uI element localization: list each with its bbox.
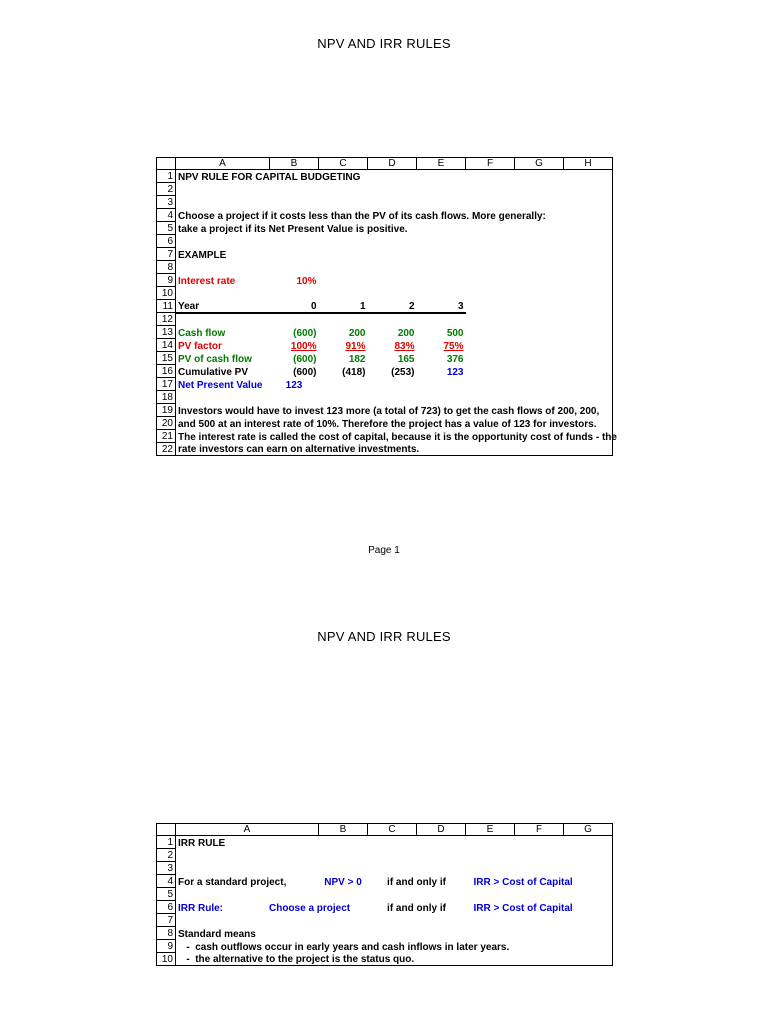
irr-condition: IRR > Cost of Capital bbox=[466, 901, 613, 914]
heading-irr-rule: IRR RULE bbox=[176, 836, 613, 849]
column-header[interactable]: F bbox=[466, 158, 515, 170]
row-number[interactable]: 2 bbox=[157, 183, 176, 196]
row-number[interactable]: 11 bbox=[157, 300, 176, 313]
cash-flow-cell[interactable]: (600) bbox=[293, 327, 317, 339]
row-number[interactable]: 2 bbox=[157, 849, 176, 862]
pv-cash-flow-cell[interactable]: 165 bbox=[397, 353, 415, 365]
explanation-text: and 500 at an interest rate of 10%. Therefore the project has a value of 123 for investors. bbox=[176, 417, 613, 430]
row-number[interactable]: 1 bbox=[157, 170, 176, 183]
cash-flow-cell[interactable]: 500 bbox=[446, 327, 464, 339]
column-header[interactable]: B bbox=[270, 158, 319, 170]
pv-cash-flow-cell[interactable]: 376 bbox=[446, 353, 464, 365]
cumulative-pv-cell[interactable]: 123 bbox=[446, 366, 464, 378]
column-header-row bbox=[157, 158, 613, 170]
interest-rate-label: Interest rate bbox=[178, 275, 236, 287]
table-row bbox=[157, 326, 613, 339]
bullet-text: - the alternative to the project is the status quo. bbox=[176, 953, 613, 966]
standard-means-text: Standard means bbox=[176, 927, 613, 940]
cumulative-pv-cell[interactable]: (418) bbox=[342, 366, 366, 378]
column-header[interactable]: E bbox=[466, 824, 515, 836]
row-number[interactable]: 19 bbox=[157, 404, 176, 417]
pv-cash-flow-cell[interactable]: (600) bbox=[293, 353, 317, 365]
year-cell: 3 bbox=[417, 300, 466, 313]
column-header[interactable]: B bbox=[319, 824, 368, 836]
row-number[interactable]: 16 bbox=[157, 365, 176, 378]
row-number[interactable]: 4 bbox=[157, 875, 176, 888]
column-header[interactable]: G bbox=[564, 824, 613, 836]
column-header[interactable]: F bbox=[515, 824, 564, 836]
npv-condition: NPV > 0 bbox=[324, 876, 362, 888]
interest-rate-value[interactable]: 10% bbox=[296, 275, 317, 287]
rule-text: Choose a project if it costs less than the PV of its cash flows. More generally: bbox=[176, 209, 613, 222]
irr-rule-label: IRR Rule: Choose a project bbox=[178, 902, 351, 914]
if-and-only-if-text: if and only if bbox=[387, 902, 446, 914]
row-number[interactable]: 15 bbox=[157, 352, 176, 365]
irr-condition: IRR > Cost of Capital bbox=[466, 875, 613, 888]
table-row bbox=[157, 378, 613, 391]
row-number[interactable]: 17 bbox=[157, 378, 176, 391]
row-number[interactable]: 14 bbox=[157, 339, 176, 352]
cumulative-pv-cell[interactable]: (600) bbox=[293, 366, 317, 378]
explanation-text: Investors would have to invest 123 more (a total of 723) to get the cash flows of 200, 200, bbox=[176, 404, 613, 417]
heading-npv-rule: NPV RULE FOR CAPITAL BUDGETING bbox=[176, 170, 613, 183]
column-header[interactable]: A bbox=[176, 824, 319, 836]
row-number[interactable]: 3 bbox=[157, 862, 176, 875]
row-number[interactable]: 6 bbox=[157, 901, 176, 914]
column-header[interactable]: D bbox=[417, 824, 466, 836]
row-number[interactable]: 22 bbox=[157, 443, 176, 456]
row-number[interactable]: 20 bbox=[157, 417, 176, 430]
table-row bbox=[157, 352, 613, 365]
table-row bbox=[157, 901, 613, 914]
pv-factor-cell[interactable]: 75% bbox=[443, 340, 464, 352]
row-number[interactable]: 10 bbox=[157, 953, 176, 966]
row-number[interactable]: 13 bbox=[157, 326, 176, 339]
table-row bbox=[157, 365, 613, 378]
row-number[interactable]: 9 bbox=[157, 940, 176, 953]
pv-factor-cell[interactable]: 100% bbox=[290, 340, 317, 352]
row-number[interactable]: 18 bbox=[157, 391, 176, 404]
column-header[interactable]: C bbox=[368, 824, 417, 836]
npv-value[interactable]: 123 bbox=[285, 379, 303, 391]
rule-text: take a project if its Net Present Value is positive. bbox=[176, 222, 613, 235]
row-number[interactable]: 12 bbox=[157, 313, 176, 326]
page-number: Page 1 bbox=[368, 545, 400, 556]
year-cell: 2 bbox=[368, 300, 417, 313]
year-cell: 0 bbox=[270, 300, 319, 313]
explanation-text: rate investors can earn on alternative investments. bbox=[176, 443, 613, 456]
row-number[interactable]: 7 bbox=[157, 914, 176, 927]
page-title: NPV AND IRR RULES bbox=[317, 629, 451, 644]
column-header[interactable]: A bbox=[176, 158, 270, 170]
table-row bbox=[157, 170, 613, 183]
row-number[interactable]: 21 bbox=[157, 430, 176, 443]
pv-factor-cell[interactable]: 91% bbox=[345, 340, 366, 352]
table-row bbox=[157, 875, 613, 888]
row-number[interactable]: 7 bbox=[157, 248, 176, 261]
column-header[interactable]: H bbox=[564, 158, 613, 170]
cash-flow-label: Cash flow bbox=[178, 327, 226, 339]
row-number[interactable]: 8 bbox=[157, 261, 176, 274]
column-header[interactable]: E bbox=[417, 158, 466, 170]
row-number[interactable]: 10 bbox=[157, 287, 176, 300]
pv-factor-label: PV factor bbox=[178, 340, 222, 352]
table-row bbox=[157, 339, 613, 352]
corner-cell bbox=[157, 824, 176, 836]
example-heading: EXAMPLE bbox=[176, 248, 613, 261]
column-header[interactable]: C bbox=[319, 158, 368, 170]
year-cell: 1 bbox=[319, 300, 368, 313]
year-label: Year bbox=[176, 300, 270, 313]
explanation-text: The interest rate is called the cost of capital, because it is the opportunity cost of funds - the bbox=[176, 430, 613, 443]
row-number[interactable]: 9 bbox=[157, 274, 176, 287]
row-number[interactable]: 1 bbox=[157, 836, 176, 849]
row-number[interactable]: 5 bbox=[157, 888, 176, 901]
column-header[interactable]: D bbox=[368, 158, 417, 170]
pv-cash-flow-label: PV of cash flow bbox=[178, 353, 252, 365]
if-and-only-if-text: if and only if bbox=[387, 876, 446, 888]
spreadsheet-irr-rule bbox=[156, 823, 613, 966]
corner-cell bbox=[157, 158, 176, 170]
pv-cash-flow-cell[interactable]: 182 bbox=[348, 353, 366, 365]
row-number[interactable]: 6 bbox=[157, 235, 176, 248]
row-number[interactable]: 8 bbox=[157, 927, 176, 940]
row-number[interactable]: 5 bbox=[157, 222, 176, 235]
row-number[interactable]: 3 bbox=[157, 196, 176, 209]
npv-label: Net Present Value bbox=[178, 379, 263, 391]
table-row bbox=[157, 300, 613, 313]
standard-project-label: For a standard project, bbox=[178, 876, 287, 888]
row-number[interactable]: 4 bbox=[157, 209, 176, 222]
cumulative-pv-cell[interactable]: (253) bbox=[391, 366, 415, 378]
pv-factor-cell[interactable]: 83% bbox=[394, 340, 415, 352]
page-title: NPV AND IRR RULES bbox=[317, 36, 451, 51]
spreadsheet-npv-rule bbox=[156, 157, 617, 456]
cash-flow-cell[interactable]: 200 bbox=[348, 327, 366, 339]
bullet-text: - cash outflows occur in early years and cash inflows in later years. bbox=[176, 940, 613, 953]
column-header[interactable]: G bbox=[515, 158, 564, 170]
cash-flow-cell[interactable]: 200 bbox=[397, 327, 415, 339]
cumulative-pv-label: Cumulative PV bbox=[178, 366, 249, 378]
column-header-row bbox=[157, 824, 613, 836]
